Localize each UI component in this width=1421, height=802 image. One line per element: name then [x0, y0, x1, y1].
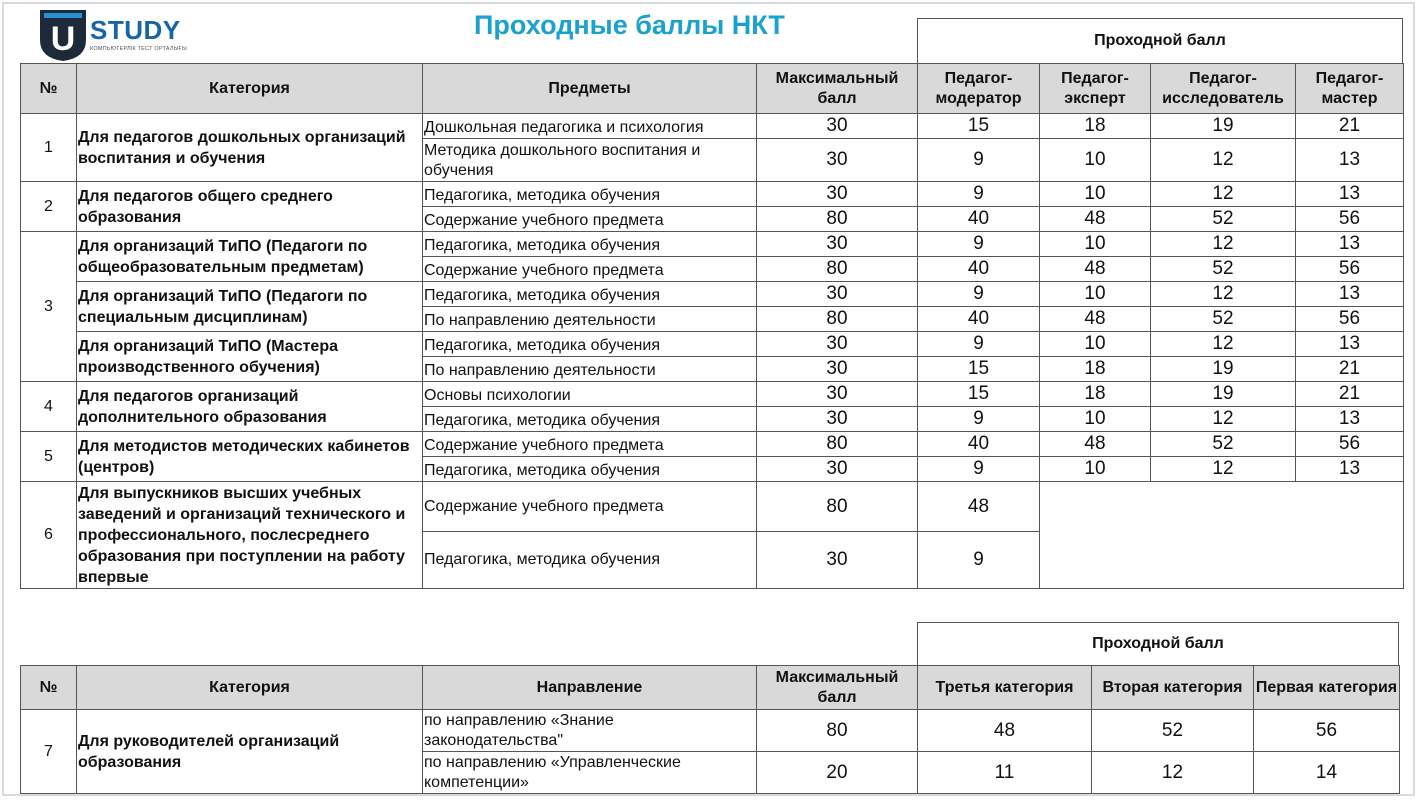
table-row: [21, 432, 1404, 457]
max-score: 80: [757, 432, 918, 457]
researcher-score: 12: [1151, 332, 1296, 357]
subject-cell: По направлению деятельности: [423, 357, 757, 382]
subject-cell: Содержание учебного предмета: [423, 432, 757, 457]
second-category-score: 12: [1092, 752, 1254, 794]
moderator-score: 9: [918, 282, 1040, 307]
third-category-score: 11: [918, 752, 1092, 794]
subject-cell: Педагогика, методика обучения: [423, 182, 757, 207]
subject-cell: Содержание учебного предмета: [423, 482, 757, 532]
subject-cell: Педагогика, методика обучения: [423, 457, 757, 482]
master-score: 13: [1296, 282, 1404, 307]
expert-score: 48: [1040, 307, 1151, 332]
expert-score: 48: [1040, 207, 1151, 232]
col-header-max: Максимальный балл: [757, 64, 918, 114]
moderator-score: 9: [918, 407, 1040, 432]
moderator-score: 40: [918, 207, 1040, 232]
row-number: 7: [21, 710, 77, 794]
logo-shield-icon: [38, 8, 88, 62]
max-score: 30: [757, 357, 918, 382]
max-score: 30: [757, 139, 918, 182]
max-score: 80: [757, 482, 918, 532]
moderator-score: 40: [918, 432, 1040, 457]
max-score: 30: [757, 407, 918, 432]
expert-score: 48: [1040, 257, 1151, 282]
col-header-direction: Направление: [423, 666, 757, 710]
table-row: [21, 332, 1404, 357]
category-cell: Для методистов методических кабинетов (центров): [77, 432, 423, 482]
researcher-score: 52: [1151, 257, 1296, 282]
row-number: 6: [21, 482, 77, 589]
col-header-no: №: [21, 666, 77, 710]
master-score: 56: [1296, 307, 1404, 332]
moderator-score: 9: [918, 457, 1040, 482]
col-header-researcher: Педагог-исследователь: [1151, 64, 1296, 114]
table-2-header-row: [21, 666, 1400, 710]
researcher-score: 19: [1151, 114, 1296, 139]
max-score: 30: [757, 282, 918, 307]
table-row: [21, 182, 1404, 207]
subject-cell: Методика дошкольного воспитания и обучения: [423, 139, 757, 182]
col-header-second: Вторая категория: [1092, 666, 1254, 710]
master-score: 13: [1296, 182, 1404, 207]
researcher-score: 12: [1151, 139, 1296, 182]
col-header-first: Первая категория: [1254, 666, 1400, 710]
logo-word: STUDY: [90, 15, 181, 45]
expert-score: 10: [1040, 407, 1151, 432]
master-score: 21: [1296, 357, 1404, 382]
third-category-score: 48: [918, 710, 1092, 752]
subject-cell: Педагогика, методика обучения: [423, 332, 757, 357]
logo-mark: U: [50, 20, 76, 58]
researcher-score: 19: [1151, 357, 1296, 382]
master-score: 13: [1296, 332, 1404, 357]
passing-score-group-header-2: Проходной балл: [917, 622, 1399, 666]
moderator-score: 9: [918, 532, 1040, 589]
moderator-score: 15: [918, 114, 1040, 139]
moderator-score: 9: [918, 182, 1040, 207]
table-row: [21, 282, 1404, 307]
master-score: 13: [1296, 457, 1404, 482]
direction-cell: по направлению «Управленческие компетенции»: [423, 752, 757, 794]
category-cell: Для педагогов организаций дополнительного образования: [77, 382, 423, 432]
moderator-score: 9: [918, 332, 1040, 357]
category-cell: Для организаций ТиПО (Педагоги по общеобразовательным предметам): [77, 232, 423, 282]
master-score: 21: [1296, 382, 1404, 407]
researcher-score: 12: [1151, 457, 1296, 482]
category-cell: Для организаций ТиПО (Мастера производственного обучения): [77, 332, 423, 382]
researcher-score: 12: [1151, 182, 1296, 207]
max-score: 30: [757, 382, 918, 407]
subject-cell: Содержание учебного предмета: [423, 257, 757, 282]
category-cell: Для педагогов общего среднего образования: [77, 182, 423, 232]
expert-score: 48: [1040, 432, 1151, 457]
table-row: [21, 482, 1404, 532]
expert-score: 18: [1040, 114, 1151, 139]
expert-score: 10: [1040, 332, 1151, 357]
subject-cell: Педагогика, методика обучения: [423, 282, 757, 307]
max-score: 80: [757, 257, 918, 282]
moderator-score: 9: [918, 232, 1040, 257]
researcher-score: 52: [1151, 207, 1296, 232]
subject-cell: Педагогика, методика обучения: [423, 407, 757, 432]
row-number: 3: [21, 232, 77, 382]
second-category-score: 52: [1092, 710, 1254, 752]
expert-score: 18: [1040, 382, 1151, 407]
max-score: 80: [757, 307, 918, 332]
max-score: 80: [757, 710, 918, 752]
expert-score: 10: [1040, 457, 1151, 482]
subject-cell: Содержание учебного предмета: [423, 207, 757, 232]
row-number: 1: [21, 114, 77, 182]
expert-score: 10: [1040, 232, 1151, 257]
passing-score-group-header: Проходной балл: [917, 18, 1403, 64]
col-header-master: Педагог-мастер: [1296, 64, 1404, 114]
direction-cell: по направлению «Знание законодательства": [423, 710, 757, 752]
page-title: Проходные баллы НКТ: [474, 10, 785, 40]
expert-score: 10: [1040, 139, 1151, 182]
scores-table-2: [20, 665, 1400, 794]
max-score: 20: [757, 752, 918, 794]
max-score: 30: [757, 182, 918, 207]
expert-score: 10: [1040, 182, 1151, 207]
subject-cell: Педагогика, методика обучения: [423, 232, 757, 257]
scores-table-1: [20, 63, 1404, 589]
row-number: 4: [21, 382, 77, 432]
table-row: [21, 114, 1404, 139]
col-header-max: Максимальный балл: [757, 666, 918, 710]
empty-cell: [1040, 482, 1404, 589]
master-score: 13: [1296, 139, 1404, 182]
subject-cell: По направлению деятельности: [423, 307, 757, 332]
table-1-header-row: [21, 64, 1404, 114]
master-score: 56: [1296, 432, 1404, 457]
moderator-score: 15: [918, 357, 1040, 382]
table-row: [21, 382, 1404, 407]
max-score: 80: [757, 207, 918, 232]
researcher-score: 19: [1151, 382, 1296, 407]
max-score: 30: [757, 532, 918, 589]
table-row: [21, 710, 1400, 752]
master-score: 13: [1296, 232, 1404, 257]
category-cell: Для выпускников высших учебных заведений и организаций технического и профессионального, послесреднего образования при поступлении на работу впервые: [77, 482, 423, 589]
moderator-score: 40: [918, 307, 1040, 332]
max-score: 30: [757, 114, 918, 139]
max-score: 30: [757, 332, 918, 357]
row-number: 2: [21, 182, 77, 232]
col-header-no: №: [21, 64, 77, 114]
researcher-score: 52: [1151, 307, 1296, 332]
col-header-category: Категория: [77, 64, 423, 114]
col-header-expert: Педагог-эксперт: [1040, 64, 1151, 114]
col-header-category: Категория: [77, 666, 423, 710]
logo-subtitle: КОМПЬЮТЕРЛІК ТЕСТ ОРТАЛЫҒЫ: [90, 46, 187, 52]
moderator-score: 40: [918, 257, 1040, 282]
moderator-score: 15: [918, 382, 1040, 407]
master-score: 56: [1296, 257, 1404, 282]
moderator-score: 9: [918, 139, 1040, 182]
master-score: 56: [1296, 207, 1404, 232]
col-header-subjects: Предметы: [423, 64, 757, 114]
row-number: 5: [21, 432, 77, 482]
max-score: 30: [757, 232, 918, 257]
max-score: 30: [757, 457, 918, 482]
first-category-score: 56: [1254, 710, 1400, 752]
expert-score: 10: [1040, 282, 1151, 307]
col-header-third: Третья категория: [918, 666, 1092, 710]
researcher-score: 52: [1151, 432, 1296, 457]
table-row: [21, 232, 1404, 257]
subject-cell: Дошкольная педагогика и психология: [423, 114, 757, 139]
moderator-score: 48: [918, 482, 1040, 532]
researcher-score: 12: [1151, 282, 1296, 307]
ustudy-logo: [38, 8, 188, 62]
researcher-score: 12: [1151, 232, 1296, 257]
category-cell: Для организаций ТиПО (Педагоги по специальным дисциплинам): [77, 282, 423, 332]
category-cell: Для руководителей организаций образования: [77, 710, 423, 794]
master-score: 13: [1296, 407, 1404, 432]
master-score: 21: [1296, 114, 1404, 139]
category-cell: Для педагогов дошкольных организаций воспитания и обучения: [77, 114, 423, 182]
subject-cell: Педагогика, методика обучения: [423, 532, 757, 589]
expert-score: 18: [1040, 357, 1151, 382]
researcher-score: 12: [1151, 407, 1296, 432]
subject-cell: Основы психологии: [423, 382, 757, 407]
col-header-moderator: Педагог-модератор: [918, 64, 1040, 114]
first-category-score: 14: [1254, 752, 1400, 794]
